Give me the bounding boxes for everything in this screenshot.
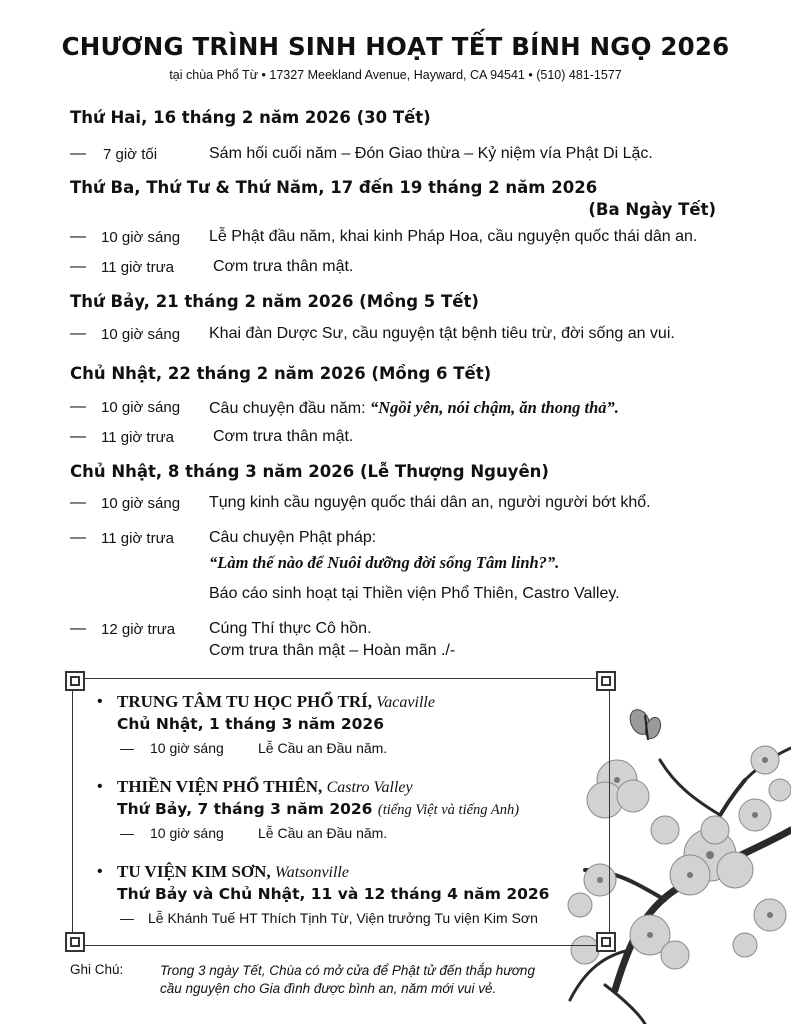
center-name-3 (117, 862, 349, 882)
center-name: TU VIỆN KIM SƠN, (117, 862, 271, 881)
center-day-text: Thứ Bảy, 7 tháng 3 năm 2026 (117, 800, 373, 818)
event-description: Lễ Khánh Tuế HT Thích Tịnh Từ, Viện trưởng Tu viện Kim Sơn (148, 910, 538, 926)
note-line: Trong 3 ngày Tết, Chùa có mở cửa để Phật tử đến thắp hương (160, 963, 535, 978)
day-heading-4: Chủ Nhật, 22 tháng 2 năm 2026 (Mồng 6 Tết) (70, 364, 492, 383)
event-dash: — (70, 529, 86, 546)
day-heading-1: Thứ Hai, 16 tháng 2 năm 2026 (30 Tết) (70, 108, 431, 127)
event-time: 10 giờ sáng (101, 229, 181, 246)
day-heading-3: Thứ Bảy, 21 tháng 2 năm 2026 (Mồng 5 Tết) (70, 292, 479, 311)
event-description (209, 398, 619, 418)
butterfly-icon (626, 706, 663, 740)
event-dash: — (120, 825, 134, 841)
center-name-2 (117, 777, 413, 797)
event-time: 10 giờ sáng (101, 399, 181, 416)
event-description: Khai đàn Dược Sư, cầu nguyện tật bệnh tiêu trừ, đời sống an vui. (209, 325, 675, 342)
event-dash: — (70, 398, 86, 415)
center-day (117, 800, 519, 819)
center-day: Chủ Nhật, 1 tháng 3 năm 2026 (117, 715, 384, 733)
center-name: TRUNG TÂM TU HỌC PHỔ TRÍ, (117, 692, 373, 711)
event-description: Sám hối cuối năm – Đón Giao thừa – Kỷ niệm vía Phật Di Lặc. (209, 145, 653, 162)
event-time: 10 giờ sáng (101, 495, 181, 512)
event-description: Lễ Cầu an Đầu năm. (258, 740, 388, 756)
event-description: Tụng kinh cầu nguyện quốc thái dân an, người người bớt khổ. (209, 494, 651, 511)
event-description: Lễ Phật đầu năm, khai kinh Pháp Hoa, cầu nguyện quốc thái dân an. (209, 228, 698, 245)
event-dash: — (70, 620, 86, 637)
center-name: THIỀN VIỆN PHỔ THIÊN, (117, 777, 323, 796)
day-heading-2: Thứ Ba, Thứ Tư & Thứ Năm, 17 đến 19 tháng 2 năm 2026 (70, 178, 598, 197)
event-dash: — (70, 228, 86, 245)
event-time: 10 giờ sáng (150, 825, 224, 841)
event-dash: — (70, 325, 86, 342)
event-time: 11 giờ trưa (101, 259, 174, 276)
event-quote: “Làm thế nào để Nuôi dưỡng đời sống Tâm linh?”. (209, 553, 560, 572)
event-dash: — (120, 910, 134, 926)
center-location: Watsonville (274, 864, 349, 881)
event-dash: — (70, 428, 86, 445)
center-day: Thứ Bảy và Chủ Nhật, 11 và 12 tháng 4 năm 2026 (117, 885, 550, 903)
center-name-1 (117, 692, 435, 712)
event-time: 11 giờ trưa (101, 530, 174, 547)
event-description-extra: Cơm trưa thân mật – Hoàn mãn ./- (209, 642, 456, 659)
box-corner-ornament (65, 932, 85, 952)
center-location: Vacaville (376, 694, 435, 711)
box-corner-ornament (65, 671, 85, 691)
bullet: • (97, 693, 103, 710)
center-day-note: (tiếng Việt và tiếng Anh) (377, 802, 520, 818)
day-heading-2-extra: (Ba Ngày Tết) (588, 200, 716, 219)
event-time: 7 giờ tối (103, 146, 158, 163)
note-text (160, 962, 535, 998)
event-description: Cơm trưa thân mật. (213, 258, 354, 275)
event-dash: — (120, 740, 134, 756)
note-line: cầu nguyện cho Gia đình được bình an, năm mới vui vẻ. (160, 981, 497, 996)
note-label: Ghi Chú: (70, 962, 124, 977)
event-dash: — (70, 494, 86, 511)
event-time: 11 giờ trưa (101, 429, 174, 446)
bullet: • (97, 778, 103, 795)
event-time: 12 giờ trưa (101, 621, 176, 638)
event-dash: — (70, 258, 86, 275)
page-title: CHƯƠNG TRÌNH SINH HOẠT TẾT BÍNH NGỌ 2026 (61, 32, 730, 61)
event-description-extra: Báo cáo sinh hoạt tại Thiền viện Phổ Thiên, Castro Valley. (209, 585, 620, 602)
event-description: Cúng Thí thực Cô hồn. (209, 620, 372, 637)
event-description-text: Câu chuyện đầu năm: (209, 400, 370, 417)
event-description: Cơm trưa thân mật. (213, 428, 354, 445)
day-heading-5: Chủ Nhật, 8 tháng 3 năm 2026 (Lễ Thượng Nguyên) (70, 462, 549, 481)
box-corner-ornament (596, 932, 616, 952)
event-quote: “Ngồi yên, nói chậm, ăn thong thả”. (370, 398, 619, 417)
event-time: 10 giờ sáng (101, 326, 181, 343)
bullet: • (97, 863, 103, 880)
box-corner-ornament (596, 671, 616, 691)
event-dash: — (70, 145, 86, 162)
page-subtitle-address: tại chùa Phổ Từ • 17327 Meekland Avenue, Hayward, CA 94541 • (510) 481-1577 (169, 68, 622, 82)
event-description: Lễ Cầu an Đầu năm. (258, 825, 388, 841)
center-location: Castro Valley (326, 779, 413, 796)
event-description: Câu chuyện Phật pháp: (209, 529, 377, 546)
event-time: 10 giờ sáng (150, 740, 224, 756)
